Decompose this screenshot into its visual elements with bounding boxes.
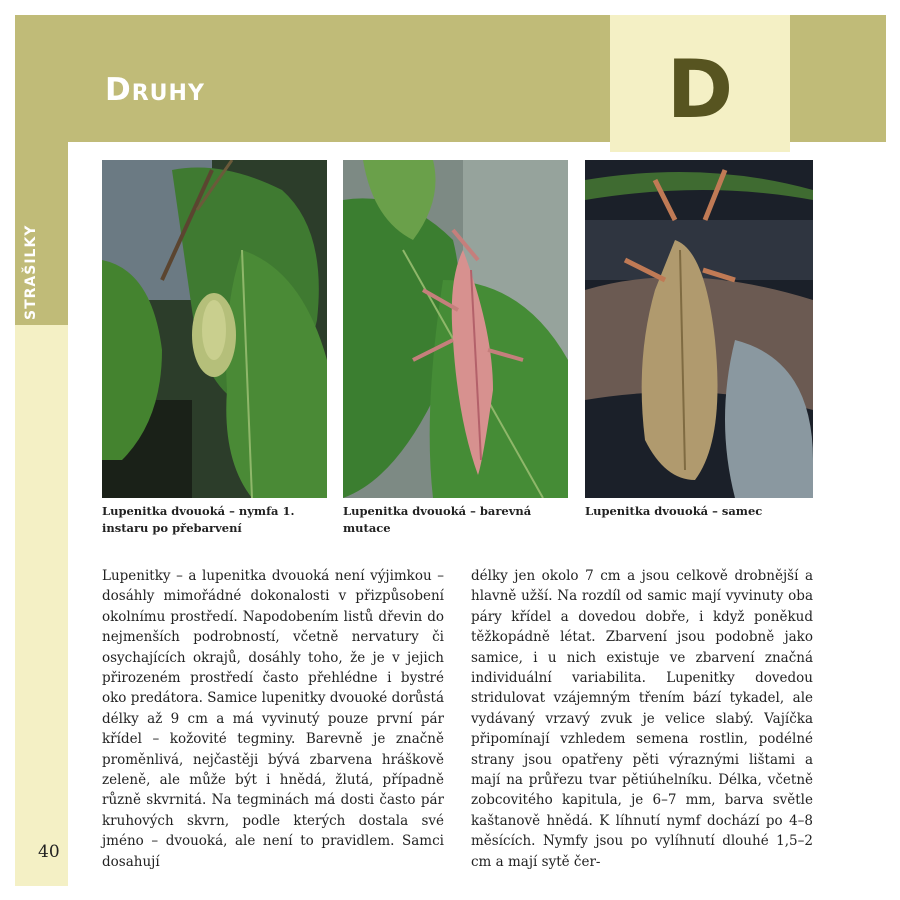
section-letter: D (666, 43, 734, 136)
photo-male (585, 160, 813, 498)
figure-caption-2: Lupenitka dvouoká – barevná mutace (343, 504, 532, 535)
photo-nymph (102, 160, 327, 498)
body-text-column-1: Lupenitky – a lupenitka dvouoká není výjimkou – dosáhly mimořádné dokonalosti v přizpůsobení okolnímu prostředí. Napodobením listů dřevin do nejmenších podrobností, včetně nervatury či osychajících okrajů, dosáhly toho, že je v jejich přirozeném prostředí často přehlédne i bystré oko predátora. Samice lupenitky dvouoké dorůstá délky až 9 cm a má vyvinutý pouze první pár křídel – kožovité tegminy. Barevně je značně proměnlivá, nejčastěji bývá zbarvena hráškově zeleně, ale může být i hnědá, žlutá, případně různě skvrnitá. Na tegminách má dosti často pár kruhových skvrn, podle kterých dostala své jméno – dvouoká, ale není to pravidlem. Samci dosahují (102, 568, 444, 870)
figure-caption-1: Lupenitka dvouoká – nymfa 1. instaru po přebarvení (102, 504, 295, 535)
photo-colour-mutation (343, 160, 568, 498)
figure-caption-3: Lupenitka dvouoká – samec (585, 504, 763, 518)
page-title: Druhy (105, 72, 205, 108)
body-text-column-2: délky jen okolo 7 cm a jsou celkově drobnější a hlavně užší. Na rozdíl od samic mají vyvinuty oba páry křídel a dovedou dobře, i když poněkud těžkopádně létat. Zbarvení jsou podobně jako samice, i u nich existuje ve zbarvení značná individuální variabilita. Lupenitky dovedou stridulovat vzájemným třením bází tykadel, ale vydávaný vrzavý zvuk je velice slabý. Vajíčka připomínají vzhledem semena rostlin, podélné strany jsou opatřeny pěti výraznými lištami a mají na průřezu tvar pětiúhelníku. Délka, včetně zobcovitého kapitula, je 6–7 mm, barva světle kaštanově hnědá. K líhnutí nymf dochází po 4–8 měsících. Nymfy jsou po vylíhnutí dlouhé 1,5–2 cm a mají sytě čer- (471, 568, 813, 870)
page-number: 40 (38, 842, 60, 862)
section-side-label: STRAŠILKY (23, 224, 39, 320)
